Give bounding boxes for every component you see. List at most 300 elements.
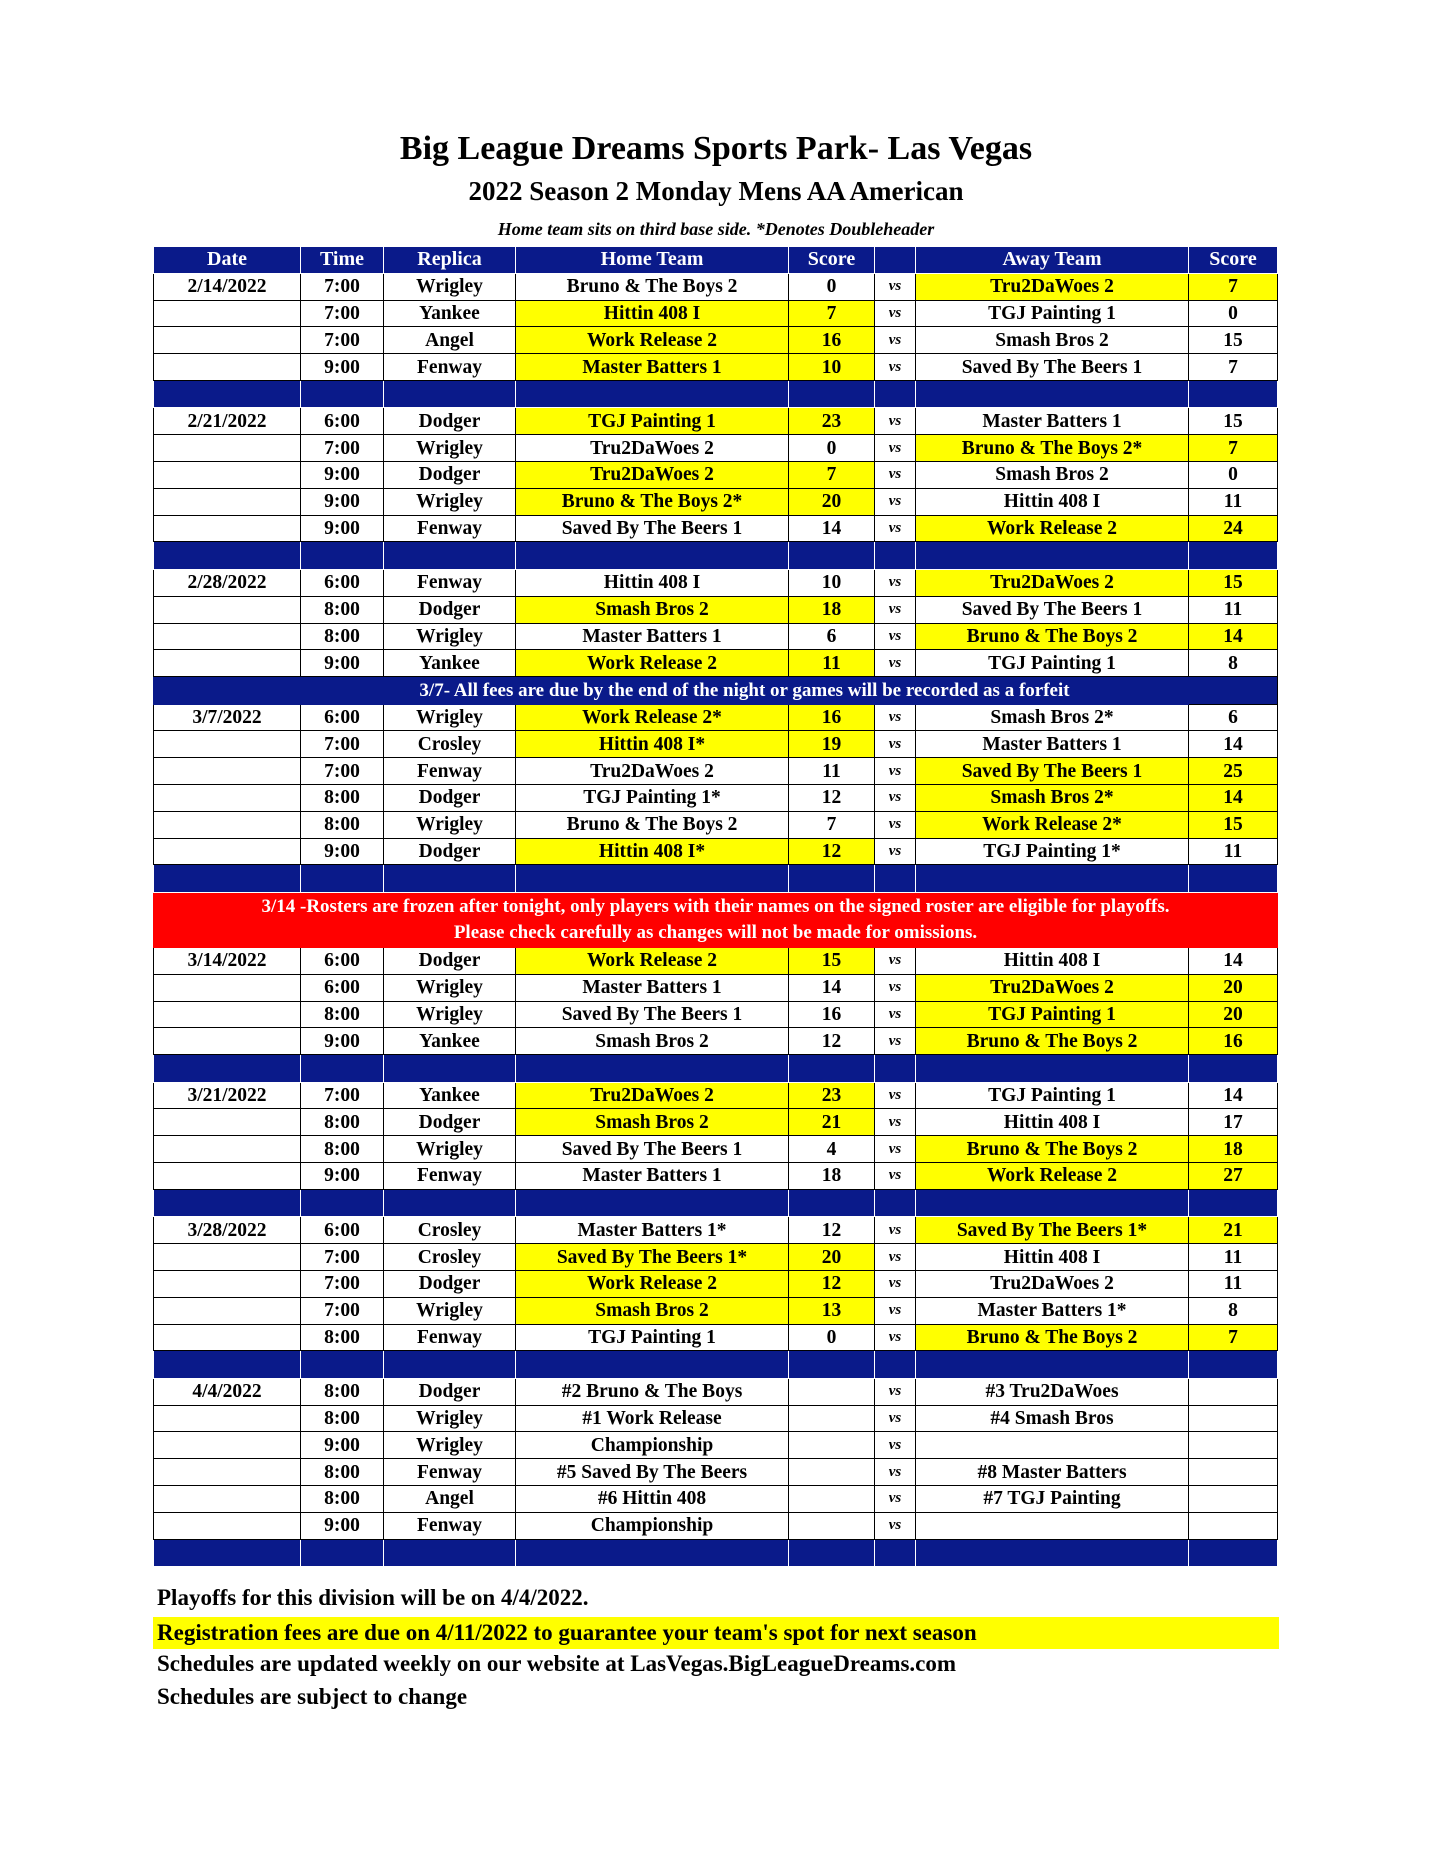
away-score <box>1189 1459 1278 1486</box>
separator-cell <box>301 380 384 408</box>
home-team: Championship <box>516 1512 789 1539</box>
away-team: Smash Bros 2 <box>916 327 1189 354</box>
game-date <box>154 650 301 677</box>
separator-cell <box>301 1189 384 1217</box>
separator-cell <box>516 1539 789 1567</box>
col-away-team: Away Team <box>916 247 1189 274</box>
separator-cell <box>384 380 516 408</box>
away-team: Smash Bros 2 <box>916 462 1189 489</box>
game-time: 7:00 <box>301 731 384 758</box>
away-score <box>1189 1378 1278 1405</box>
separator-cell <box>916 380 1189 408</box>
home-score: 18 <box>789 1163 875 1190</box>
separator-cell <box>875 1189 916 1217</box>
home-score: 7 <box>789 811 875 838</box>
home-score: 23 <box>789 408 875 435</box>
away-team: Work Release 2* <box>916 811 1189 838</box>
away-team: Saved By The Beers 1* <box>916 1217 1189 1244</box>
vs-label: vs <box>875 838 916 865</box>
home-score <box>789 1378 875 1405</box>
home-score: 12 <box>789 1028 875 1055</box>
game-time: 6:00 <box>301 408 384 435</box>
away-team: Tru2DaWoes 2 <box>916 1270 1189 1297</box>
away-score: 11 <box>1189 1244 1278 1271</box>
game-date <box>154 1485 301 1512</box>
separator-cell <box>154 1189 301 1217</box>
game-replica: Fenway <box>384 1459 516 1486</box>
vs-label: vs <box>875 1324 916 1351</box>
away-team: #4 Smash Bros <box>916 1405 1189 1432</box>
col-vs <box>875 247 916 274</box>
home-score: 12 <box>789 1217 875 1244</box>
home-team: Master Batters 1 <box>516 974 789 1001</box>
vs-label: vs <box>875 1270 916 1297</box>
game-row <box>154 1136 1278 1163</box>
game-time: 9:00 <box>301 650 384 677</box>
game-time: 6:00 <box>301 1217 384 1244</box>
game-row <box>154 273 1278 300</box>
away-score: 15 <box>1189 327 1278 354</box>
game-replica: Wrigley <box>384 488 516 515</box>
away-score: 7 <box>1189 1324 1278 1351</box>
vs-label: vs <box>875 1512 916 1539</box>
page-title: Big League Dreams Sports Park- Las Vegas <box>399 130 1033 167</box>
separator-cell <box>301 1539 384 1567</box>
game-row <box>154 758 1278 785</box>
home-team: Work Release 2 <box>516 947 789 974</box>
game-time: 6:00 <box>301 704 384 731</box>
separator-cell <box>1189 1539 1278 1567</box>
separator-cell <box>384 1055 516 1083</box>
home-score <box>789 1485 875 1512</box>
away-score: 15 <box>1189 811 1278 838</box>
away-team: Saved By The Beers 1 <box>916 758 1189 785</box>
home-team: #6 Hittin 408 <box>516 1485 789 1512</box>
game-replica: Wrigley <box>384 1001 516 1028</box>
separator-cell <box>875 1351 916 1379</box>
game-replica: Fenway <box>384 354 516 381</box>
home-team: Saved By The Beers 1 <box>516 515 789 542</box>
separator-cell <box>1189 1351 1278 1379</box>
vs-label: vs <box>875 1136 916 1163</box>
game-date <box>154 974 301 1001</box>
separator-cell <box>301 542 384 570</box>
home-team: Work Release 2 <box>516 1270 789 1297</box>
home-team: TGJ Painting 1 <box>516 1324 789 1351</box>
vs-label: vs <box>875 273 916 300</box>
vs-label: vs <box>875 408 916 435</box>
away-team: TGJ Painting 1 <box>916 1082 1189 1109</box>
game-date: 3/7/2022 <box>154 704 301 731</box>
separator-cell <box>301 1055 384 1083</box>
home-team: Master Batters 1 <box>516 623 789 650</box>
game-date <box>154 1001 301 1028</box>
home-score: 13 <box>789 1297 875 1324</box>
home-team: Tru2DaWoes 2 <box>516 462 789 489</box>
game-replica: Dodger <box>384 1109 516 1136</box>
away-team: TGJ Painting 1* <box>916 838 1189 865</box>
away-score: 16 <box>1189 1028 1278 1055</box>
playoffs-note: Playoffs for this division will be on 4/4/2022. <box>157 1585 589 1610</box>
vs-label: vs <box>875 462 916 489</box>
game-row <box>154 1405 1278 1432</box>
notice-spacer <box>154 677 301 705</box>
away-score <box>1189 1485 1278 1512</box>
away-team: Bruno & The Boys 2 <box>916 1324 1189 1351</box>
game-replica: Dodger <box>384 785 516 812</box>
away-score: 11 <box>1189 488 1278 515</box>
game-replica: Wrigley <box>384 623 516 650</box>
roster-notice-row <box>154 892 1278 947</box>
separator-cell <box>1189 865 1278 893</box>
away-score <box>1189 1405 1278 1432</box>
home-score: 16 <box>789 1001 875 1028</box>
game-date <box>154 1109 301 1136</box>
vs-label: vs <box>875 1432 916 1459</box>
home-team: Bruno & The Boys 2 <box>516 273 789 300</box>
home-score: 10 <box>789 354 875 381</box>
game-date <box>154 488 301 515</box>
game-replica: Dodger <box>384 1270 516 1297</box>
game-replica: Dodger <box>384 1378 516 1405</box>
separator-cell <box>789 1539 875 1567</box>
game-row <box>154 569 1278 596</box>
away-team: Hittin 408 I <box>916 947 1189 974</box>
col-date: Date <box>154 247 301 274</box>
home-score: 0 <box>789 1324 875 1351</box>
vs-label: vs <box>875 1028 916 1055</box>
game-date <box>154 596 301 623</box>
separator-cell <box>916 542 1189 570</box>
game-date <box>154 300 301 327</box>
home-team: #2 Bruno & The Boys <box>516 1378 789 1405</box>
separator-cell <box>516 542 789 570</box>
home-team: Master Batters 1 <box>516 1163 789 1190</box>
separator-cell <box>1189 1189 1278 1217</box>
home-team: Hittin 408 I <box>516 569 789 596</box>
notice-spacer <box>1189 677 1278 705</box>
game-time: 8:00 <box>301 1405 384 1432</box>
away-score: 7 <box>1189 435 1278 462</box>
game-date: 4/4/2022 <box>154 1378 301 1405</box>
home-score: 16 <box>789 704 875 731</box>
game-replica: Yankee <box>384 1028 516 1055</box>
game-time: 7:00 <box>301 1297 384 1324</box>
vs-label: vs <box>875 596 916 623</box>
home-score: 18 <box>789 596 875 623</box>
game-date <box>154 354 301 381</box>
game-row <box>154 1028 1278 1055</box>
game-date: 2/28/2022 <box>154 569 301 596</box>
separator-cell <box>789 380 875 408</box>
game-replica: Fenway <box>384 515 516 542</box>
home-team: TGJ Painting 1* <box>516 785 789 812</box>
game-row <box>154 1297 1278 1324</box>
away-score: 0 <box>1189 462 1278 489</box>
game-replica: Fenway <box>384 569 516 596</box>
away-score: 15 <box>1189 408 1278 435</box>
game-replica: Dodger <box>384 408 516 435</box>
game-replica: Wrigley <box>384 811 516 838</box>
vs-label: vs <box>875 327 916 354</box>
game-row <box>154 327 1278 354</box>
separator-cell <box>384 1351 516 1379</box>
game-row <box>154 435 1278 462</box>
game-replica: Wrigley <box>384 974 516 1001</box>
vs-label: vs <box>875 811 916 838</box>
game-replica: Wrigley <box>384 1405 516 1432</box>
away-team: Work Release 2 <box>916 1163 1189 1190</box>
away-score: 17 <box>1189 1109 1278 1136</box>
away-score: 11 <box>1189 838 1278 865</box>
home-score: 14 <box>789 515 875 542</box>
separator-cell <box>154 1539 301 1567</box>
game-date <box>154 758 301 785</box>
game-date <box>154 1270 301 1297</box>
away-score: 15 <box>1189 569 1278 596</box>
home-score: 16 <box>789 327 875 354</box>
game-row <box>154 596 1278 623</box>
col-home-score: Score <box>789 247 875 274</box>
game-replica: Wrigley <box>384 1136 516 1163</box>
separator-row <box>154 1189 1278 1217</box>
game-row <box>154 1082 1278 1109</box>
game-time: 8:00 <box>301 596 384 623</box>
away-team: Master Batters 1 <box>916 408 1189 435</box>
home-team: Saved By The Beers 1 <box>516 1001 789 1028</box>
separator-cell <box>789 1055 875 1083</box>
game-replica: Dodger <box>384 462 516 489</box>
away-team: Smash Bros 2* <box>916 704 1189 731</box>
vs-label: vs <box>875 1378 916 1405</box>
game-time: 7:00 <box>301 327 384 354</box>
game-replica: Dodger <box>384 596 516 623</box>
separator-cell <box>916 1189 1189 1217</box>
away-team: Master Batters 1 <box>916 731 1189 758</box>
home-team: Smash Bros 2 <box>516 596 789 623</box>
away-team: Work Release 2 <box>916 515 1189 542</box>
game-row <box>154 408 1278 435</box>
game-date <box>154 462 301 489</box>
game-date <box>154 811 301 838</box>
game-replica: Crosley <box>384 1217 516 1244</box>
vs-label: vs <box>875 515 916 542</box>
home-score: 12 <box>789 838 875 865</box>
separator-cell <box>875 380 916 408</box>
away-score: 11 <box>1189 596 1278 623</box>
separator-cell <box>516 1189 789 1217</box>
game-time: 9:00 <box>301 462 384 489</box>
home-team: Tru2DaWoes 2 <box>516 758 789 785</box>
home-score: 7 <box>789 462 875 489</box>
away-team: Bruno & The Boys 2 <box>916 1028 1189 1055</box>
home-team: Saved By The Beers 1 <box>516 1136 789 1163</box>
game-row <box>154 947 1278 974</box>
separator-cell <box>154 1351 301 1379</box>
separator-cell <box>875 865 916 893</box>
game-row <box>154 1378 1278 1405</box>
game-date <box>154 1297 301 1324</box>
game-date: 2/21/2022 <box>154 408 301 435</box>
home-score: 7 <box>789 300 875 327</box>
separator-row <box>154 1351 1278 1379</box>
game-time: 7:00 <box>301 1244 384 1271</box>
separator-row <box>154 865 1278 893</box>
separator-cell <box>916 1055 1189 1083</box>
game-date <box>154 1136 301 1163</box>
game-time: 9:00 <box>301 515 384 542</box>
home-score: 10 <box>789 569 875 596</box>
vs-label: vs <box>875 300 916 327</box>
separator-cell <box>384 865 516 893</box>
game-replica: Wrigley <box>384 435 516 462</box>
game-row <box>154 1485 1278 1512</box>
away-score: 0 <box>1189 300 1278 327</box>
separator-cell <box>875 1539 916 1567</box>
home-team: Master Batters 1 <box>516 354 789 381</box>
away-team: #3 Tru2DaWoes <box>916 1378 1189 1405</box>
game-time: 9:00 <box>301 1432 384 1459</box>
separator-cell <box>916 1539 1189 1567</box>
home-score: 20 <box>789 1244 875 1271</box>
away-team: Saved By The Beers 1 <box>916 596 1189 623</box>
game-time: 8:00 <box>301 623 384 650</box>
home-team: Hittin 408 I <box>516 300 789 327</box>
game-replica: Crosley <box>384 731 516 758</box>
home-score: 19 <box>789 731 875 758</box>
game-row <box>154 731 1278 758</box>
away-score: 14 <box>1189 1082 1278 1109</box>
separator-cell <box>916 865 1189 893</box>
away-team: Bruno & The Boys 2 <box>916 623 1189 650</box>
game-replica: Crosley <box>384 1244 516 1271</box>
game-row <box>154 1432 1278 1459</box>
away-team: Tru2DaWoes 2 <box>916 569 1189 596</box>
separator-row <box>154 380 1278 408</box>
home-score <box>789 1459 875 1486</box>
home-team: Work Release 2* <box>516 704 789 731</box>
game-date <box>154 1028 301 1055</box>
separator-cell <box>1189 542 1278 570</box>
game-row <box>154 974 1278 1001</box>
away-score <box>1189 1512 1278 1539</box>
away-score: 24 <box>1189 515 1278 542</box>
separator-cell <box>516 380 789 408</box>
vs-label: vs <box>875 1163 916 1190</box>
vs-label: vs <box>875 758 916 785</box>
game-row <box>154 1512 1278 1539</box>
game-date <box>154 1163 301 1190</box>
away-team: Hittin 408 I <box>916 1109 1189 1136</box>
game-row <box>154 623 1278 650</box>
home-score: 4 <box>789 1136 875 1163</box>
col-time: Time <box>301 247 384 274</box>
home-team: Championship <box>516 1432 789 1459</box>
home-team: TGJ Painting 1 <box>516 408 789 435</box>
vs-label: vs <box>875 1109 916 1136</box>
away-team: Bruno & The Boys 2* <box>916 435 1189 462</box>
separator-cell <box>789 542 875 570</box>
vs-label: vs <box>875 704 916 731</box>
game-time: 8:00 <box>301 811 384 838</box>
game-date <box>154 1244 301 1271</box>
game-row <box>154 838 1278 865</box>
col-away-score: Score <box>1189 247 1278 274</box>
game-row <box>154 785 1278 812</box>
game-time: 6:00 <box>301 947 384 974</box>
fee-notice-row <box>154 677 1278 705</box>
game-time: 7:00 <box>301 1270 384 1297</box>
away-team: Tru2DaWoes 2 <box>916 273 1189 300</box>
home-team: Smash Bros 2 <box>516 1028 789 1055</box>
game-replica: Wrigley <box>384 273 516 300</box>
registration-note: Registration fees are due on 4/11/2022 to guarantee your team's spot for next season <box>153 1617 1279 1649</box>
game-replica: Yankee <box>384 1082 516 1109</box>
home-team: Smash Bros 2 <box>516 1297 789 1324</box>
game-time: 9:00 <box>301 488 384 515</box>
game-row <box>154 1001 1278 1028</box>
game-row <box>154 1270 1278 1297</box>
game-replica: Wrigley <box>384 1432 516 1459</box>
game-row <box>154 300 1278 327</box>
away-score: 18 <box>1189 1136 1278 1163</box>
separator-cell <box>789 1189 875 1217</box>
home-score: 14 <box>789 974 875 1001</box>
away-score: 20 <box>1189 974 1278 1001</box>
vs-label: vs <box>875 1485 916 1512</box>
away-team <box>916 1512 1189 1539</box>
away-score: 14 <box>1189 785 1278 812</box>
game-row <box>154 1324 1278 1351</box>
home-score <box>789 1405 875 1432</box>
vs-label: vs <box>875 435 916 462</box>
game-date: 3/21/2022 <box>154 1082 301 1109</box>
home-score: 11 <box>789 650 875 677</box>
header-note: Home team sits on third base side. *Denotes Doubleheader <box>497 219 935 239</box>
game-date: 2/14/2022 <box>154 273 301 300</box>
separator-cell <box>875 1055 916 1083</box>
game-row <box>154 650 1278 677</box>
away-team: #8 Master Batters <box>916 1459 1189 1486</box>
game-date <box>154 838 301 865</box>
game-row <box>154 515 1278 542</box>
separator-row <box>154 542 1278 570</box>
separator-cell <box>1189 380 1278 408</box>
fee-notice: 3/7- All fees are due by the end of the night or games will be recorded as a forfeit <box>301 677 1189 705</box>
home-score: 0 <box>789 273 875 300</box>
home-team: Smash Bros 2 <box>516 1109 789 1136</box>
away-team: TGJ Painting 1 <box>916 300 1189 327</box>
page-subtitle: 2022 Season 2 Monday Mens AA American <box>468 176 964 206</box>
game-date: 3/28/2022 <box>154 1217 301 1244</box>
away-team: Master Batters 1* <box>916 1297 1189 1324</box>
game-row <box>154 1217 1278 1244</box>
separator-cell <box>301 1351 384 1379</box>
game-time: 9:00 <box>301 1028 384 1055</box>
game-time: 7:00 <box>301 758 384 785</box>
game-time: 8:00 <box>301 1109 384 1136</box>
game-date <box>154 1405 301 1432</box>
game-replica: Fenway <box>384 1512 516 1539</box>
home-team: Bruno & The Boys 2* <box>516 488 789 515</box>
away-team: TGJ Painting 1 <box>916 650 1189 677</box>
home-score: 20 <box>789 488 875 515</box>
roster-notice-line: Please check carefully as changes will not be made for omissions. <box>453 921 978 943</box>
home-score: 23 <box>789 1082 875 1109</box>
away-score: 8 <box>1189 650 1278 677</box>
separator-cell <box>154 542 301 570</box>
separator-cell <box>154 1055 301 1083</box>
